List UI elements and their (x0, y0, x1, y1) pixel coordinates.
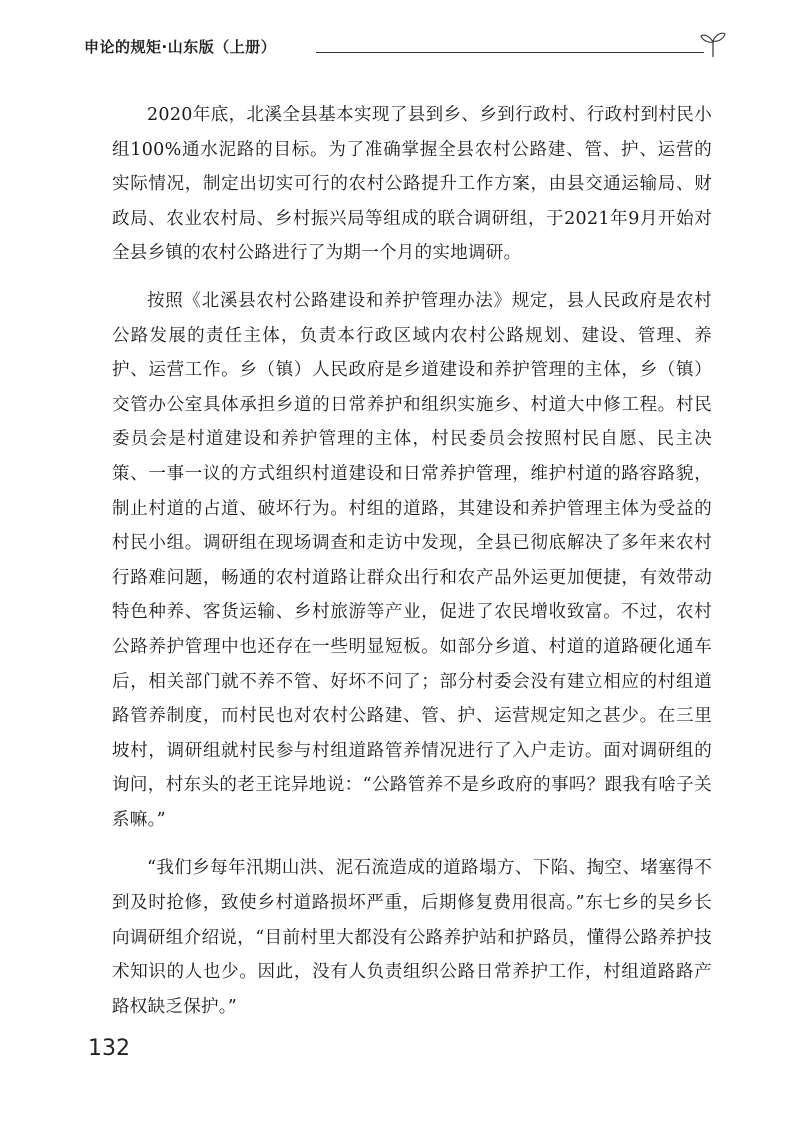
paragraph-1: 2020年底，北溪全县基本实现了县到乡、乡到行政村、行政村到村民小组100%通水泥路的目标。为了准确掌握全县农村公路建、管、护、运营的实际情况，制定出切实可行的农村公路提升工作方案，由县交通运输局、财政局、农业农村局、乡村振兴局等组成的联合调研组，于2021年9月开始对全县乡镇的农村公路进行了为期一个月的实地调研。 (112, 105, 712, 264)
header-rule (316, 52, 704, 53)
running-header (84, 30, 724, 64)
sprout-icon (700, 30, 726, 58)
paragraph-2: 按照《北溪县农村公路建设和养护管理办法》规定，县人民政府是农村公路发展的责任主体，负责本行政区域内农村公路规划、建设、管理、养护、运营工作。乡（镇）人民政府是乡道建设和养护管理的主体，乡（镇）交管办公室具体承担乡道的日常养护和组织实施乡、村道大中修工程。村民委员会是村道建设和养护管理的主体，村民委员会按照村民自愿、民主决策、一事一议的方式组织村道建设和日常养护管理，维护村道的路容路貌，制止村道的占道、破坏行为。村组的道路，其建设和养护管理主体为受益的村民小组。调研组在现场调查和走访中发现，全县已彻底解决了多年来农村行路难问题，畅通的农村道路让群众出行和农产品外运更加便捷，有效带动特色种养、客货运输、乡村旅游等产业，促进了农民增收致富。不过，农村公路养护管理中也还存在一些明显短板。如部分乡道、村道的道路硬化通车后，相关部门就不养不管、好坏不问了；部分村委会没有建立相应的村组道路管养制度，而村民也对农村公路建、管、护、运营规定知之甚少。在三里坡村，调研组就村民参与村组道路管养情况进行了入户走访。面对调研组的询问，村东头的老王诧异地说：“公路管养不是乡政府的事吗？跟我有啥子关系嘛。” (112, 290, 712, 830)
paragraph-3: “我们乡每年汛期山洪、泥石流造成的道路塌方、下陷、掏空、堵塞得不到及时抢修，致使乡村道路损坏严重，后期修复费用很高。”东七乡的吴乡长向调研组介绍说，“目前村里大都没有公路养护站和护路员，懂得公路养护技术知识的人也少。因此，没有人负责组织公路日常养护工作，村组道路路产路权缺乏保护。” (112, 858, 712, 1017)
body-text (112, 98, 712, 1024)
book-title: 申论的规矩·山东版（上册） (84, 38, 277, 56)
page-number: 132 (88, 1036, 130, 1061)
